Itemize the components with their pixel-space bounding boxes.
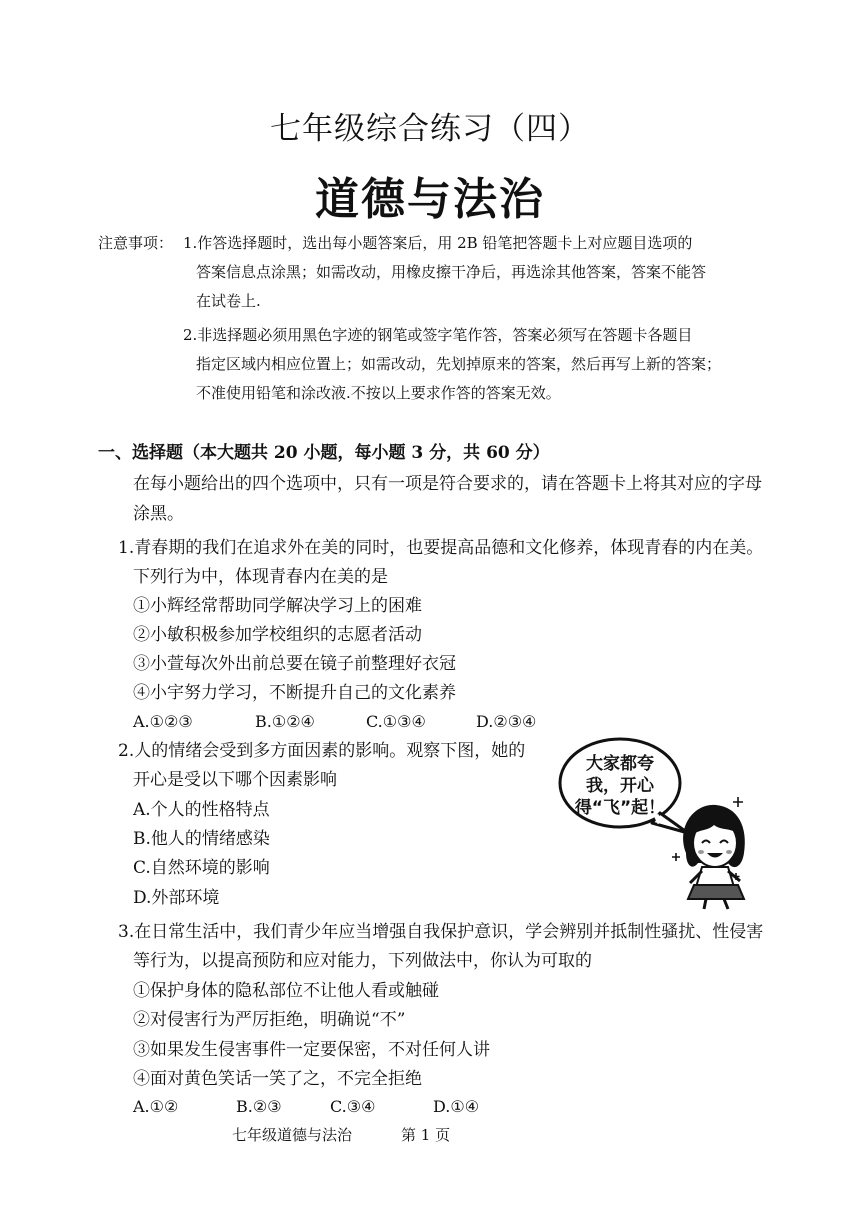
q3-option-d: D.①④ [433, 1097, 480, 1116]
q3-option-c: C.③④ [330, 1097, 376, 1116]
q3-stem-1: 3.在日常生活中，我们青少年应当增强自我保护意识，学会辨别并抵制性骚扰、性侵害 [118, 922, 764, 942]
q2-option-b: B.他人的情绪感染 [133, 829, 270, 849]
notice-line-5: 指定区域内相应位置上；如需改动，先划掉原来的答案，然后再写上新的答案； [196, 355, 722, 373]
q1-item-4: ④小宇努力学习，不断提升自己的文化素养 [133, 683, 456, 703]
q1-item-3: ③小萱每次外出前总要在镜子前整理好衣冠 [133, 654, 456, 674]
speech-bubble-line-1: 大家都夸 [586, 754, 654, 774]
notice-line-2: 答案信息点涂黑；如需改动，用橡皮擦干净后，再选涂其他答案，答案不能答 [196, 263, 707, 281]
q3-option-a: A.①② [133, 1097, 179, 1116]
exam-title: 七年级综合练习（四） [270, 111, 590, 147]
q1-option-a: A.①②③ [133, 712, 193, 731]
q1-item-2: ②小敏积极参加学校组织的志愿者活动 [133, 625, 422, 645]
q3-item-2: ②对侵害行为严厉拒绝，明确说“不” [133, 1010, 406, 1030]
q1-item-1: ①小辉经常帮助同学解决学习上的困难 [133, 596, 422, 616]
girl-figure [683, 805, 745, 909]
q3-item-4: ④面对黄色笑话一笑了之，不完全拒绝 [133, 1069, 422, 1089]
q1-option-b: B.①②④ [255, 712, 315, 731]
q1-stem-2: 下列行为中，体现青春内在美的是 [133, 567, 388, 587]
speech-bubble-text [570, 753, 670, 819]
q2-option-c: C.自然环境的影响 [133, 858, 270, 878]
speech-bubble-line-2: 我，开心 [586, 776, 654, 796]
notice-line-1: 1.作答选择题时，选出每小题答案后，用 2B 铅笔把答题卡上对应题目选项的 [183, 234, 693, 252]
notice-line-4: 2.非选择题必须用黑色字迹的钢笔或签字笔作答，答案必须写在答题卡各题目 [183, 326, 693, 344]
notice-line-3: 在试卷上. [196, 292, 261, 310]
q2-stem-1: 2.人的情绪会受到多方面因素的影响。观察下图，她的 [118, 741, 526, 761]
q1-option-c: C.①③④ [366, 712, 426, 731]
notice-label: 注意事项： [98, 234, 174, 252]
q2-option-d: D.外部环境 [133, 888, 220, 908]
q3-item-3: ③如果发生侵害事件一定要保密，不对任何人讲 [133, 1040, 490, 1060]
section-instruction-1: 在每小题给出的四个选项中，只有一项是符合要求的，请在答题卡上将其对应的字母 [133, 474, 762, 494]
q2-stem-2: 开心是受以下哪个因素影响 [133, 770, 337, 790]
section-heading: 一、选择题（本大题共 20 小题，每小题 3 分，共 60 分） [98, 443, 550, 463]
notice-line-6: 不准使用铅笔和涂改液.不按以上要求作答的答案无效。 [196, 384, 561, 402]
q1-option-d: D.②③④ [476, 712, 537, 731]
q3-option-b: B.②③ [236, 1097, 282, 1116]
subject-title: 道德与法治 [315, 174, 545, 225]
q3-stem-2: 等行为，以提高预防和应对能力，下列做法中，你认为可取的 [133, 951, 592, 971]
q1-stem-1: 1.青春期的我们在追求外在美的同时，也要提高品德和文化修养，体现青春的内在美。 [118, 538, 764, 558]
footer-page-number: 第 1 页 [401, 1126, 451, 1144]
q2-option-a: A.个人的性格特点 [133, 800, 270, 820]
section-instruction-2: 涂黑。 [133, 504, 184, 524]
footer-course: 七年级道德与法治 [232, 1126, 353, 1144]
q3-item-1: ①保护身体的隐私部位不让他人看或触碰 [133, 981, 439, 1001]
speech-bubble-line-3: 得“飞”起！ [574, 798, 666, 818]
